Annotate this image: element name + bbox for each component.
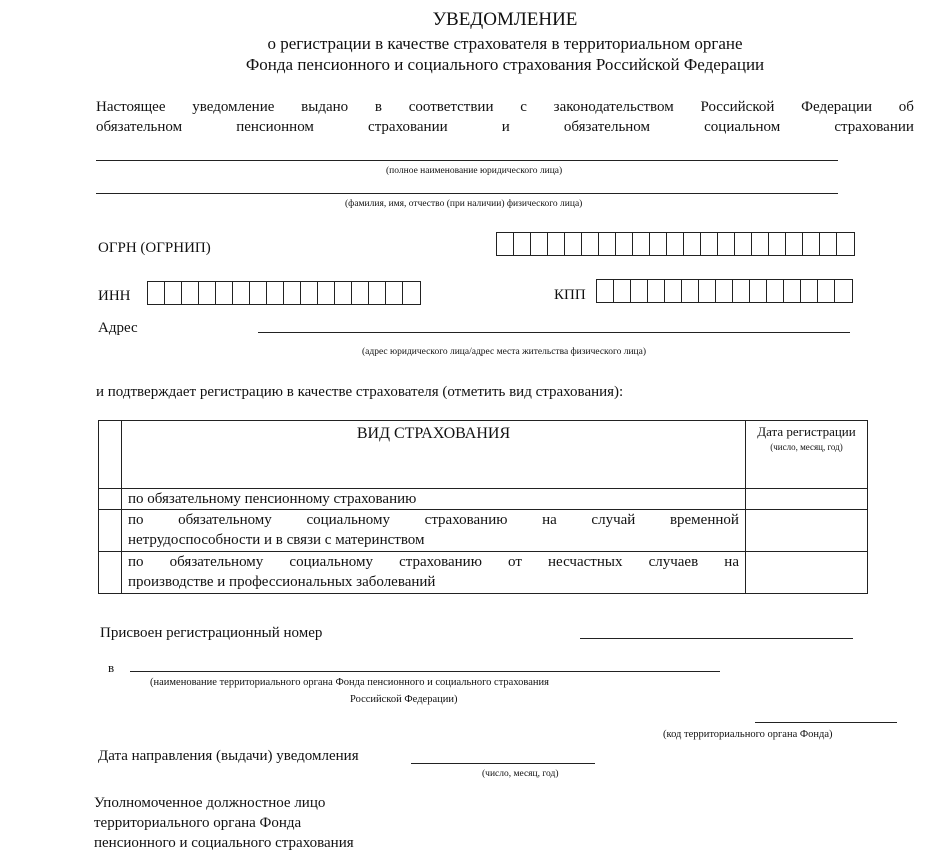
address-caption: (адрес юридического лица/адрес места жительства физического лица) bbox=[362, 347, 647, 357]
registration-date-pension[interactable] bbox=[746, 489, 868, 510]
registration-date-header-label: Дата регистрации bbox=[757, 424, 856, 439]
address-label: Адрес bbox=[98, 320, 138, 336]
insurance-checkbox-pension[interactable] bbox=[99, 489, 122, 510]
issue-date-line[interactable] bbox=[411, 763, 595, 764]
ogrn-cells[interactable] bbox=[496, 232, 855, 256]
table-row bbox=[99, 510, 868, 552]
intro-word: в bbox=[374, 99, 382, 115]
row-word: обязательному bbox=[169, 554, 264, 570]
authority-code-caption: (код территориального органа Фонда) bbox=[663, 729, 833, 740]
kpp-cells[interactable] bbox=[596, 279, 853, 303]
confirm-text: и подтверждает регистрацию в качестве страхователя (отметить вид страхования): bbox=[96, 384, 624, 400]
intro-word: уведомление bbox=[192, 99, 275, 115]
insurance-type-pension: по обязательному пенсионному страхованию bbox=[122, 489, 746, 510]
registration-number-label: Присвоен регистрационный номер bbox=[100, 625, 323, 641]
address-line[interactable] bbox=[258, 332, 850, 333]
registration-date-header-note: (число, месяц, год) bbox=[770, 442, 843, 452]
checkbox-header-cell bbox=[99, 421, 122, 489]
issue-date-label: Дата направления (выдачи) уведомления bbox=[98, 748, 359, 764]
insurance-type-accident-line1 bbox=[128, 552, 739, 572]
official-title-line1: Уполномоченное должностное лицо bbox=[94, 795, 326, 811]
inn-cells[interactable] bbox=[147, 281, 421, 305]
authority-name-line[interactable] bbox=[130, 671, 720, 672]
individual-name-line[interactable] bbox=[96, 193, 838, 194]
document-subtitle-2: Фонда пенсионного и социального страхования Российской Федерации bbox=[245, 55, 765, 74]
intro-word: и bbox=[501, 119, 510, 135]
intro-word: соответствии bbox=[408, 99, 494, 115]
row-word: временной bbox=[669, 512, 739, 528]
insurance-type-accident bbox=[122, 552, 746, 594]
row-word: по bbox=[128, 512, 144, 528]
intro-word: об bbox=[898, 99, 914, 115]
authority-name-caption: (наименование территориального органа Фонда пенсионного и социального страхования bbox=[150, 677, 549, 688]
registration-date-disability[interactable] bbox=[746, 510, 868, 552]
insurance-type-accident-line2: производстве и профессиональных заболеваний bbox=[128, 574, 436, 590]
intro-word: Настоящее bbox=[96, 99, 166, 115]
document-title: УВЕДОМЛЕНИЕ bbox=[432, 9, 578, 30]
registration-number-line[interactable] bbox=[580, 638, 853, 639]
intro-word: пенсионном bbox=[236, 119, 314, 135]
intro-line-2 bbox=[96, 119, 914, 136]
row-word: на bbox=[724, 554, 739, 570]
intro-word: страховании bbox=[368, 119, 448, 135]
table-row bbox=[99, 489, 868, 510]
row-word: несчастных bbox=[548, 554, 623, 570]
legal-entity-line[interactable] bbox=[96, 160, 838, 161]
registration-date-accident[interactable] bbox=[746, 552, 868, 594]
row-word: случай bbox=[591, 512, 636, 528]
intro-word: обязательном bbox=[563, 119, 651, 135]
row-word: обязательному bbox=[178, 512, 272, 528]
insurance-type-disability-line2: нетрудоспособности и в связи с материнством bbox=[128, 532, 425, 548]
insurance-type-header: ВИД СТРАХОВАНИЯ bbox=[122, 421, 746, 489]
kpp-label: КПП bbox=[554, 287, 586, 303]
intro-word: страховании bbox=[834, 119, 914, 135]
authority-name-caption-2: Российской Федерации) bbox=[350, 694, 458, 705]
inn-label: ИНН bbox=[98, 288, 131, 304]
intro-word: социальном bbox=[704, 119, 781, 135]
row-word: на bbox=[542, 512, 557, 528]
intro-word: Российской bbox=[700, 99, 775, 115]
intro-word: с bbox=[520, 99, 527, 115]
row-word: по bbox=[128, 554, 144, 570]
row-word: от bbox=[508, 554, 522, 570]
insurance-type-disability-line1 bbox=[128, 510, 739, 530]
ogrn-label: ОГРН (ОГРНИП) bbox=[98, 240, 211, 256]
official-title-line3: пенсионного и социального страхования bbox=[94, 835, 354, 851]
official-title-line2: территориального органа Фонда bbox=[94, 815, 302, 831]
legal-entity-caption: (полное наименование юридического лица) bbox=[386, 166, 563, 176]
row-word: страхованию bbox=[424, 512, 508, 528]
insurance-checkbox-accident[interactable] bbox=[99, 552, 122, 594]
row-word: социальному bbox=[289, 554, 373, 570]
intro-word: законодательством bbox=[553, 99, 674, 115]
insurance-checkbox-disability[interactable] bbox=[99, 510, 122, 552]
intro-word: обязательном bbox=[96, 119, 183, 135]
authority-code-line[interactable] bbox=[755, 722, 897, 723]
row-word: случаев bbox=[648, 554, 699, 570]
intro-word: выдано bbox=[301, 99, 349, 115]
issue-date-caption: (число, месяц, год) bbox=[482, 769, 559, 779]
intro-word: Федерации bbox=[801, 99, 872, 115]
registration-date-header bbox=[746, 421, 868, 489]
row-word: социальному bbox=[306, 512, 391, 528]
intro-line-1 bbox=[96, 99, 914, 116]
insurance-type-table bbox=[98, 420, 868, 594]
individual-name-caption: (фамилия, имя, отчество (при наличии) физического лица) bbox=[345, 199, 583, 209]
table-row bbox=[99, 552, 868, 594]
document-subtitle-1: о регистрации в качестве страхователя в территориальном органе bbox=[267, 34, 743, 53]
insurance-type-disability bbox=[122, 510, 746, 552]
row-word: страхованию bbox=[399, 554, 482, 570]
authority-in-label: в bbox=[108, 660, 115, 675]
